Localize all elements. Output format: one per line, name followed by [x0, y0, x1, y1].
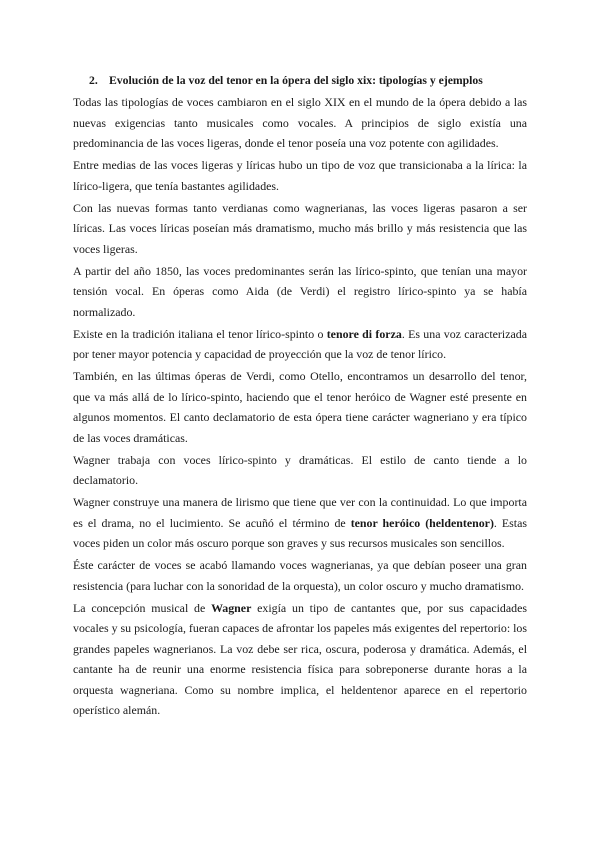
- section-number: 2.: [89, 74, 98, 87]
- text-run: Existe en la tradición italiana el tenor lírico-spinto o: [73, 326, 327, 341]
- paragraph-wagnerian-voices: Éste carácter de voces se acabó llamando voces wagnerianas, ya que debían poseer una gran resistencia (para luchar con la sonoridad de la orquesta), un color oscuro y mucho dramatismo.: [73, 558, 527, 593]
- paragraph-otello: También, en las últimas óperas de Verdi, como Otello, encontramos un desarrollo del tenor, que va más allá de lo lírico-spinto, haciendo que el tenor heróico de Wagner esté presente en algunos momentos. El canto declamatorio de esta ópera tiene carácter wagneriano y era típico de las voces dramáticas.: [73, 369, 527, 445]
- paragraph-voice-typologies: Todas las tipologías de voces cambiaron en el siglo XIX en el mundo de la ópera debido a las nuevas exigencias tanto musicales como vocales. A principios de siglo existía una predominancia de las voces ligeras, donde el tenor poseía una voz potente con agilidades.: [73, 95, 527, 150]
- text-run: . Es una voz caracterizada por tener mayor potencia y capacidad de proyección que la voz de tenor lírico.: [73, 326, 527, 361]
- paragraph-lirico-ligera: Entre medias de las voces ligeras y líricas hubo un tipo de voz que transicionaba a la lírica: la lírico-ligera, que tenía bastantes agilidades.: [73, 158, 527, 193]
- paragraph-heldentenor: [73, 492, 527, 554]
- paragraph-lirico-spinto-1850: A partir del año 1850, las voces predominantes serán las lírico-spinto, que tenían una mayor tensión vocal. En óperas como Aida (de Verdi) el registro lírico-spinto ya se había normalizado.: [73, 263, 527, 319]
- text-run: . Estas voces piden un color más oscuro porque son graves y sus recursos musicales son sencillos.: [73, 515, 527, 550]
- text-run: La concepción musical de: [73, 600, 212, 615]
- text-run: Wagner construye una manera de lirismo que tiene que ver con la continuidad. Lo que importa es el drama, no el lucimiento. Se acuñó el término de: [73, 495, 527, 530]
- paragraph-tenore-di-forza: [73, 324, 527, 365]
- bold-term-wagner: Wagner: [211, 600, 252, 615]
- text-run: exigía un tipo de cantantes que, por sus capacidades vocales y su psicología, fueran capaces de afrontar los papeles más exigentes del repertorio: los grandes papeles wagnerianos. La voz debe ser rica, oscura, poderosa y dramática. Además, el cantante ha de reunir una enorme resistencia física para sobreponerse durante horas a la orquesta wagneriana. Como su nombre implica, el heldentenor aparece en el repertorio operístico alemán.: [73, 600, 528, 717]
- document-body: [73, 70, 527, 721]
- section-heading: [89, 70, 527, 92]
- bold-term-tenore-di-forza: tenore di forza: [326, 326, 402, 341]
- section-title: Evolución de la voz del tenor en la ópera del siglo xix: tipologías y ejemplos: [109, 74, 483, 87]
- paragraph-wagner-conception: [73, 598, 527, 721]
- paragraph-wagner-voices: Wagner trabaja con voces lírico-spinto y dramáticas. El estilo de canto tiende a lo declamatorio.: [73, 452, 527, 487]
- paragraph-verdian-wagnerian-forms: Con las nuevas formas tanto verdianas como wagnerianas, las voces ligeras pasaron a ser líricas. Las voces líricas poseían más dramatismo, mucho más brillo y más resistencia que las voces ligeras.: [73, 200, 527, 256]
- bold-term-heldentenor: tenor heróico (heldentenor): [350, 515, 494, 530]
